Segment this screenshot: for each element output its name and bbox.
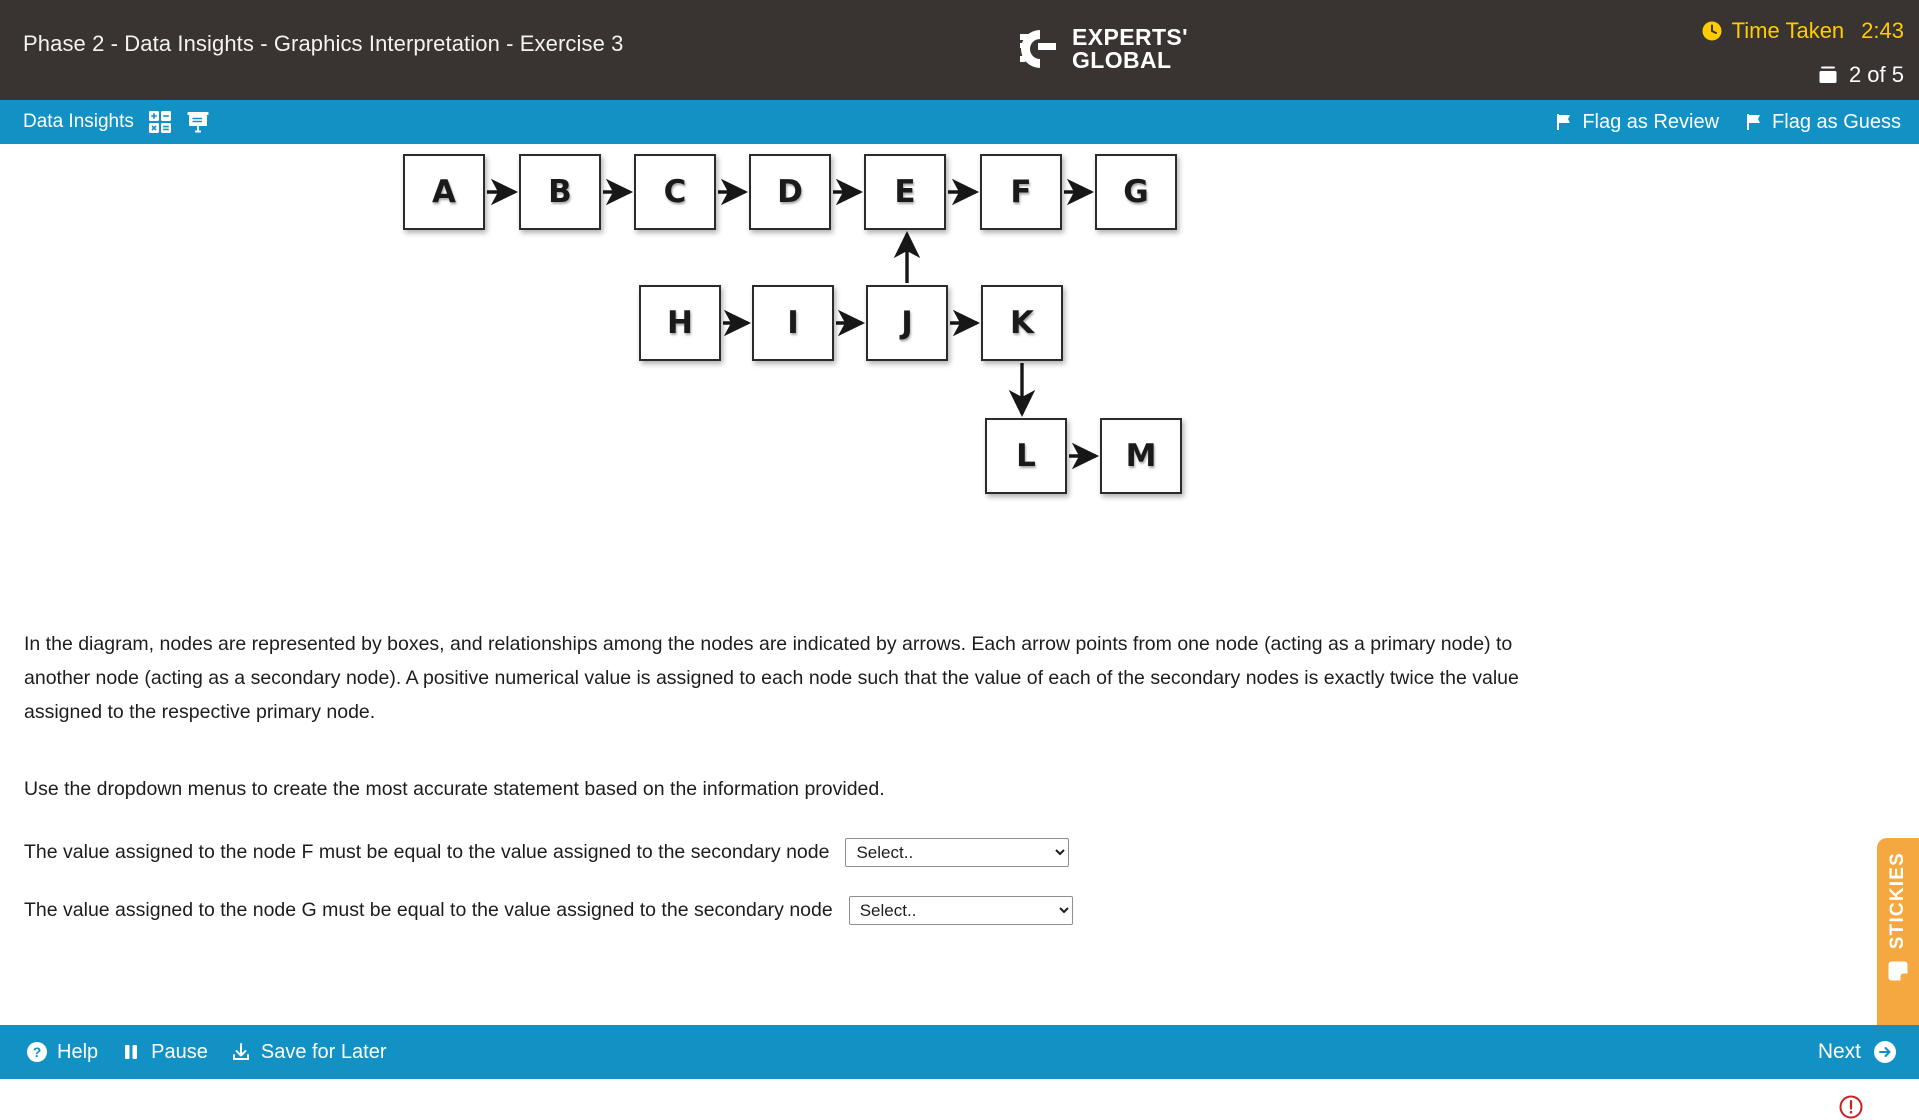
intro-paragraph: In the diagram, nodes are represented by boxes, and relationships among the nodes are indicated by arrows. Each arrow points from one node (acting as a primary node) to another node (acting as a secondary node). A positive numerical value is assigned to each node such that the value of each of the secondary nodes is exactly twice the value assigned to the respective primary node. [24, 633, 1519, 723]
diagram-node-A: A [403, 154, 485, 230]
diagram-node-G: G [1095, 154, 1177, 230]
flag-icon [1745, 113, 1763, 131]
flag-as-review-button[interactable] [1555, 111, 1719, 134]
pause-label: Pause [151, 1040, 208, 1063]
logo-line-2: GLOBAL [1072, 47, 1172, 73]
diagram-node-J: J [866, 285, 948, 361]
save-for-later-button[interactable] [230, 1041, 387, 1064]
calculator-icon[interactable] [148, 110, 172, 134]
statement-row-1 [24, 838, 1069, 867]
secondary-node-select-2[interactable] [849, 896, 1073, 925]
diagram-node-I: I [752, 285, 834, 361]
timer [1701, 18, 1904, 44]
whiteboard-icon[interactable] [186, 110, 210, 134]
diagram-node-B: B [519, 154, 601, 230]
node-relationship-diagram [0, 144, 1500, 584]
clock-icon [1701, 20, 1723, 42]
main-content [0, 144, 1919, 1025]
flag-as-guess-button[interactable] [1745, 111, 1901, 134]
download-icon [230, 1041, 252, 1063]
diagram-node-L: L [985, 418, 1067, 494]
statement-row-2 [24, 896, 1073, 925]
flag-icon [1555, 113, 1573, 131]
next-button[interactable] [1818, 1025, 1897, 1079]
flag-as-review-label: Flag as Review [1582, 110, 1720, 133]
diagram-node-H: H [639, 285, 721, 361]
bottom-toolbar [0, 1025, 1919, 1079]
help-label: Help [57, 1040, 99, 1063]
brand-logo [1018, 26, 1188, 72]
top-header-bar [0, 0, 1919, 100]
secondary-node-select-1[interactable] [845, 838, 1069, 867]
diagram-node-F: F [980, 154, 1062, 230]
question-progress-value: 2 of 5 [1848, 62, 1904, 87]
diagram-node-D: D [749, 154, 831, 230]
statement-text-1: The value assigned to the node F must be equal to the value assigned to the secondary node [24, 841, 830, 863]
diagram-node-M: M [1100, 418, 1182, 494]
diagram-node-K: K [981, 285, 1063, 361]
bottom-toolbar-left [26, 1025, 386, 1079]
pause-icon [120, 1041, 142, 1063]
logo-line-1: EXPERTS' [1072, 24, 1189, 51]
question-progress [1817, 62, 1904, 88]
next-label: Next [1817, 1040, 1861, 1063]
arrow-right-circle-icon [1873, 1040, 1897, 1064]
instruction-paragraph: Use the dropdown menus to create the most accurate statement based on the information provided. [24, 778, 885, 800]
section-label: Data Insights [23, 111, 134, 132]
save-for-later-label: Save for Later [260, 1040, 387, 1063]
timer-label: Time Taken [1731, 18, 1845, 43]
help-button[interactable] [26, 1041, 98, 1064]
sub-nav-right-group [1555, 100, 1901, 144]
timer-value: 2:43 [1861, 18, 1904, 43]
svg-text:?: ? [32, 1044, 42, 1060]
help-icon [26, 1041, 48, 1063]
diagram-node-C: C [634, 154, 716, 230]
alert-exclamation-icon[interactable] [1838, 1094, 1864, 1120]
diagram-node-E: E [864, 154, 946, 230]
stickies-label: STICKIES [1887, 852, 1908, 950]
page-title: Phase 2 - Data Insights - Graphics Interpretation - Exercise 3 [23, 31, 624, 56]
sub-nav-bar [0, 100, 1919, 144]
experts-global-g-mark-icon [1018, 26, 1062, 72]
pause-button[interactable] [120, 1041, 208, 1064]
sticky-note-icon [1885, 959, 1911, 985]
sub-nav-left-group [23, 100, 210, 144]
statement-text-2: The value assigned to the node G must be equal to the value assigned to the secondary node [24, 899, 833, 921]
flag-as-guess-label: Flag as Guess [1772, 110, 1901, 133]
stickies-tab[interactable] [1877, 838, 1919, 1035]
question-stack-icon [1817, 64, 1839, 86]
